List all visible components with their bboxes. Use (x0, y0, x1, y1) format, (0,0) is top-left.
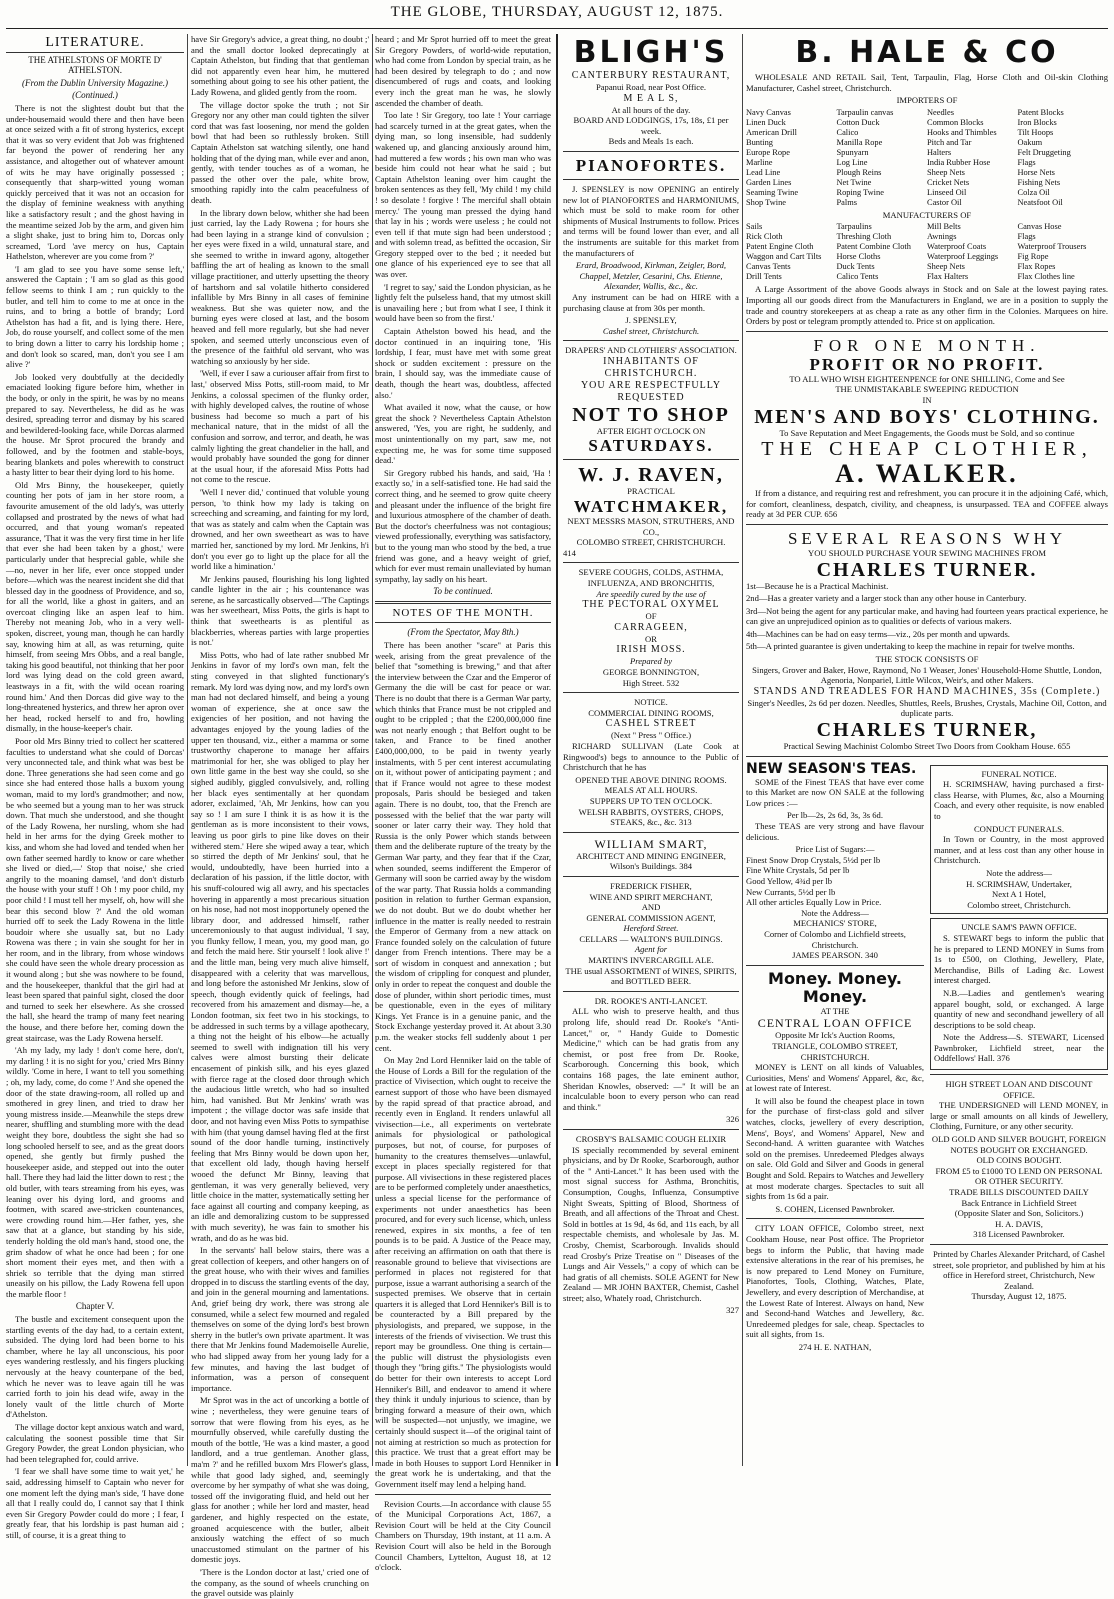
lower-ad-columns (746, 761, 1108, 1353)
divider (563, 151, 739, 152)
divider (563, 459, 739, 460)
list-item: Sheep Nets (927, 167, 965, 177)
cheap-clothier: THE CHEAP CLOTHIER, (761, 438, 1093, 461)
divider (930, 1244, 1108, 1245)
davis-licence-text: Licensed Pawnbroker. (988, 1229, 1065, 1240)
list-item: Linen Duck (746, 117, 786, 127)
pearson-name: JAMES PEARSON. (792, 950, 863, 961)
teas-price: Per lb—2s, 2s 6d, 3s, 3s 6d. (787, 810, 883, 821)
several-reasons: SEVERAL REASONS WHY (787, 528, 1067, 548)
divider (563, 1129, 739, 1130)
ad-number: 340 (864, 950, 878, 961)
story-paragraph: Poor old Mrs Binny tried to collect her scattered faculties to understand what she could of Dorcas' very unconnected tale, and think what was best be done. Three generations she had seen come and go since she had entered those halls a buxom young woman, maid to my lord's grandmother; and now, be who seemed but a young man to her was struck down. That much she understood, and she thought of the Lady Rowena, her nursling, whom she had held in her arms for the dying Greek mother to kiss, and whom she had loved and tended when her own father seemed hardly to know or care whether she lived or died,—' Stop that noise,' she cried angrily to the moaning damsel, 'and don't disturb the house with your stuff ! Oh ! my poor child, my poor child ! I must tell her myself, oh, how will she bear this second blow ?' And the old woman hurried off to seek the Lady Rowena in the little boudoir where she usually sat, but no Lady Rowena was there ; in vain she sought for her in her room, and in the library, from whose windows she could have seen the whole dreary procession as it wound along ; but she was nowhere to be found, and the housekeeper, thankful that the girl had at least been spared that painful sight, closed the door and turned to seek her elsewhere. As she crossed the hall, she heard the tramp of many feet nearing the house, and there before her, coming down the great staircase, was the Lady Rowena herself. (6, 736, 184, 1043)
hale-footer: A Large Assortment of the above Goods always in Stock and on Sale at the lowest paying rates. Importing all our goods direct from the Manufacturers in England, we are in a position to supply the trade and country storekeepers at as cheap a rate as any other firm in the Colonies. Marquees on hire. Orders by post or telegram promptly attended to. Price st on application. (746, 284, 1108, 327)
column-rule (556, 34, 558, 1466)
list-item: Waggon and Cart Tilts (746, 252, 822, 262)
list-item: American Drill (746, 127, 797, 137)
wine-merchant: WINE AND SPIRIT MERCHANT, (589, 891, 713, 902)
divider (563, 692, 739, 693)
story-paragraph: Mr Jenkins paused, flourishing his long lighted candle lighter in the air ; his countenance was serene, as he sarcastically observed—'The Captings was her sweetheart, Miss Potts, the girls is hapt to think that sweethearts is as plentiful as blackberries, whereas parties with large properties is not.' (191, 573, 369, 648)
list-item: Flax Ropes (1017, 262, 1056, 272)
rooke-heading: DR. ROOKE'S ANTI-LANCET. (594, 995, 708, 1006)
list-item: Tarpaulin canvas (836, 107, 894, 117)
divider (375, 1494, 551, 1495)
opposite-slater: (Opposite Slater and Son, Solicitors.) (954, 1208, 1084, 1219)
of: OF (645, 611, 657, 622)
sugars-heading: Price List of Sugars:— (795, 844, 875, 855)
uncle-address-text: Note the Address—S. STEWART, Licensed Pawnbroker, Lichfield street, near the Oddfellows' Hall. (934, 1032, 1104, 1064)
column-rule (187, 34, 188, 1466)
davis-licence (930, 1229, 1108, 1240)
high-street-text: THE UNDERSIGNED will LEND MONEY, in large or small amounts on all kinds of Jewellery, Clothing, Furniture, or any other security. (930, 1100, 1108, 1132)
ad-number: 326 (726, 1114, 739, 1125)
list-item: Bunting (746, 137, 773, 147)
list-item: Tarpaulins (836, 222, 872, 232)
uncle-heading: UNCLE SAM'S PAWN OFFICE. (961, 922, 1077, 933)
divider (563, 179, 739, 180)
story-paragraph: 'Ah my lady, my lady ! don't come here, don't, my darling ! it is no sight for you,' cried Mrs Binny wildly. 'Come in here, I want to tell you something ; oh, my lady, come, do come !' And she opened the door of the state drawing-room, all rolled up and smothered in grey linen, and tried to draw her young mistress inside.—Meanwhile the steps drew nearer, shuffling and stumbling more with the dead weight they bore, doubtless the sight she had so long schooled herself to see, and as the great doors opened, she gently but firmly pushed the housekeeper aside, and stepped out into the outer hall. There they had laid the litter down to rest ; the old butler, with tears streaming from his eyes, was leaning over his dying lord, and grooms and footmen, with scared awe-stricken countenances, were crowding round him.—Her father, yes, she saw that at a glance, but standing by his side, tenderly holding the old man's hand, stood one, the grim shadow of what he once had been ; for one short moment their eyes met, and then with a shriek so terrible that the dying man stirred uneasily on his pillow, the Lady Rowena fell upon the marble floor ! (6, 1045, 184, 1299)
teas-text: SOME of the Finest TEAS that have ever come to this Market are now ON SALE at the following Low prices :— (746, 776, 924, 808)
not-to-shop: NOT TO SHOP (572, 403, 730, 426)
list-item: Waterproof Trousers (1017, 242, 1087, 252)
notes-source: (From the Spectator, May 8th.) (407, 627, 519, 638)
story-paragraph: Job looked very doubtfully at the decidedly emaciated looking figure before him, whether in the body, or only in the spirit, he was by no means prepared to say. Nevertheless, he did as he was desired, spreading terror and dismay by his scared and bewildered-looking face, while Dorcas alarmed the house. Mr Sprot procured the brandy and followed, and by the footmen and stable-boys, bearing blankets and poles wherewith to construct a hasty litter to bear their dying lord to his home. (6, 371, 185, 478)
reason: 2nd—Has a greater variety and a larger stock than any other house in Canterbury. (746, 593, 1027, 604)
ad-number: 318 (973, 1229, 987, 1240)
nathan (746, 1342, 924, 1353)
sugar-item: New Currants, 5½d per lb (746, 886, 836, 897)
opposite: Opposite Mr Ick's Auction Rooms, (775, 1030, 895, 1041)
list-item: Flax Clothes line (1017, 272, 1075, 282)
story-paragraph: Miss Potts, who had of late rather snubbed Mr Jenkins in favor of my lord's own man, felt the sting conveyed in that slighted functionary's remark. My lord was dying now, and my lord's own man had not declared himself, and being a young woman of experience, she at once saw the exigencies of her position, and not having the advantages enjoyed by the young ladies of the upper ten thousand, viz., either a mamma or some trustworthy chaperone to manage her affairs matrimonial for her, she was obliged to play her own little game in the best way she could, so she sighed audibly, giggled convulsively, and, rolling her black eyes sentimentally at her quondam adorer, exclaimed, 'Ah, Mr Jenkins, how can you say so ! I am sure I think it is as how it is the gentleman as is more inconsistent to their vows, leaving us poor girls to pine like doves on their withered stem.' Here she wiped away a tear, which so stirred the depth of Mr Jenkins' soul, that he would, undoubtedly, have been hurried into a declaration of his passion, if the little doctor, with his snuff-coloured wig all awry, and his spectacles hovering in apparently a most precarious situation on his nose, had not most inopportunely opened the library door, and addressed himself, rather unceremoniously to that august individual, 'I say, you flunky fellow, I mean, you, my good man, go and fetch the maid here. Stir yourself ! look alive !' and the little man, being very much alive himself, disappeared with a celerity that was marvellous, and long before the astonished Mr Jenkins, slow of speech, though evidently quick of feelings, had recovered from his amazement and dismay—he, a London footman, six feet two in his stockings, to be addressed in such terms by a village apothecary, a thing not the height of his elbow—he actually seemed to swell with indignation till his very calves were almost bursting their delicate encasement of pinkish silk, and his eyes glazed with fierce rage at the closed door through which the audacious little wretch, who had so insulted him, had vanished. But Mr Jenkins' wrath was impotent ; the village doctor was safe inside that door, and not having even Miss Potts to sympathise with him (that young damsel having fled at the first sound of the door handle turning, instinctively feeling that Mrs Binny would be down upon her, that excellent old lady, though having herself wooed the defunct Mr Binny, leaving that gentleman, it was very generally believed, very little choice in the matter, systematically setting her face against all courting and company keeping, as an idle and demoralizing custom to be suppressed with much severity), he was fain to smother his wrath, and do as he was bid. (191, 649, 369, 1243)
colombo-street: Colombo street, Christchurch. (967, 899, 1071, 910)
martin-ale: MARTIN'S INVERCARGILL ALE. (588, 955, 714, 966)
oxymel: THE PECTORAL OXYMEL (582, 599, 720, 611)
notice: NOTICE. (634, 697, 668, 708)
hale-intro: WHOLESALE AND RETAIL Sail, Tent, Tarpaulin, Flag, Horse Cloth and Oil-skin Clothing Manufacturer, Cashel street, Christchurch. (746, 72, 1108, 93)
davis: H. A. DAVIS, (995, 1218, 1043, 1229)
steaks (563, 817, 739, 828)
importers-heading: IMPORTERS OF (896, 95, 958, 106)
stock-list: Singers, Grover and Baker, Howe, Raymond, No 1 Weaser, Jones' Household-Home Shuttle, London, Agenoria, Nonpariel, Little Wilcox, Weir's, and other Makers. (752, 664, 1102, 686)
crosby-heading: CROSBY'S BALSAMIC COUGH ELIXIR (575, 1133, 727, 1144)
scrimshaw: H. SCRIMSHAW, Undertaker, (966, 878, 1072, 889)
list-item: Cotton Duck (836, 117, 880, 127)
list-item: Patent Blocks (1017, 107, 1064, 117)
ad-number: 414 (563, 547, 576, 558)
divider (375, 601, 551, 604)
reason: 1st—Because he is a Practical Machinist. (746, 580, 889, 591)
column-advertisements-2 (746, 34, 1108, 1466)
hereford: Hereford Street. (623, 923, 679, 934)
chapter-heading: Chapter V. (75, 1301, 115, 1312)
walker-footer-text: If from a distance, and requiring rest and refreshment, you can procure it in the adjoining Café, which, for comfort, cleanliness, despatch, civility, and cheapness, is unsurpassed. TEA and COFFEE always ready at 3d PER CUP. (746, 488, 1108, 520)
raven-address2: COLOMBO STREET, CHRISTCHURCH. (576, 537, 726, 548)
story-paragraph: 'Well, if ever I saw a curiouser affair from first to last,' observed Miss Potts, still-room maid, to Mr Jenkins, a colossal specimen of the flunky order, with highly developed calves, the routine of whose business had become so much a part of his mechanical nature, that in the midst of all the confusion and sorrow, and terror, and death, he was calmly lighting the great chandelier in the hall, and would probably have sounded the gong for dinner at the usual hour, if the aforesaid Miss Potts had not come to the rescue. (191, 368, 369, 485)
pianofortes-sig2: Cashel street, Christchurch. (602, 325, 700, 336)
turner-address (746, 741, 1108, 752)
list-item: Flax Halters (927, 272, 969, 282)
story-paragraph: 'There is the London doctor at last,' cried one of the company, as the sound of wheels crunching on the gravel outside was plainly (191, 1566, 369, 1599)
list-item: Common Blocks (927, 117, 984, 127)
column-advertisements-1 (563, 34, 739, 1466)
request: YOU ARE RESPECTFULLY REQUESTED (580, 379, 722, 403)
list-item: Flags (1017, 232, 1036, 242)
list-item: Shop Twine (746, 197, 786, 207)
list-item: Felt Druggeting (1017, 147, 1071, 157)
list-item: Waterproof Leggings (927, 252, 999, 262)
pianofortes-heading: PIANOFORTES. (575, 155, 727, 175)
list-item: Log Line (836, 157, 868, 167)
reason: 5th—A printed guarantee is given undertaking to keep the machine in repair for twelve months. (746, 641, 1075, 652)
saturdays: SATURDAYS. (588, 436, 714, 456)
uncle-sams (930, 918, 1108, 1070)
list-item: Duck Tents (836, 262, 875, 272)
funeral-text2: In Town or Country, in the most approved manner, and at less cost than any other house in Christchurch. (934, 834, 1104, 866)
masthead: THE GLOBE, THURSDAY, AUGUST 12, 1875. (390, 4, 724, 20)
ad-number: 327 (726, 1305, 739, 1316)
list-item: Halters (927, 147, 952, 157)
revision-courts: Revision Courts.—In accordance with clause 55 of the Municipal Corporations Act, 1867, a Revision Court will be held at the City Council Chambers on Thursday, 19th instant, at 11 a.m. A Revision Court will also be held in the Borough Council Chambers, Lyttelton, August 18, at 12 o'clock. (375, 1498, 551, 1573)
sullivan-text: RICHARD SULLIVAN (Late Cook at Ringwood's) begs to announce to the Public of Christchurch that he has (563, 740, 739, 773)
usual-assortment: THE usual ASSORTMENT of WINES, SPIRITS, and BOTTLED BEER. (565, 965, 737, 987)
ad-number: 655 (1057, 741, 1071, 752)
turner-heading: CHARLES TURNER. (816, 558, 1038, 581)
story-paragraph: The village doctor spoke the truth ; not Sir Gregory nor any other man could tighten the silver cord that was fast loosening, nor mend the golden bowl that had been so ruthlessly broken. Still Captain Athelston sat watching silently, one hand holding that of the dying man, while ever and anon, gently, with tender touches as of a woman, he passed the other over the pale, white brow, smoothing rapidly into the calm peacefulness of death. (191, 99, 369, 205)
after-eight: AFTER EIGHT O'CLOCK ON (596, 425, 706, 436)
sugar-item: Finest Snow Drop Crystals, 5½d per lb (746, 854, 881, 865)
pearson (746, 950, 924, 961)
story-paragraph: The bustle and excitement consequent upon the startling events of the day had, to a certain extent, subsided. The dying lord had been borne to his chamber, where he lay all unconscious, his poor eyes wandering restlessly, and his fingers plucking nervously at the heavy counterpane of the bed, which he never was to leave again till he was carried forth to join his dead wife, away in the lonely vault of the little church of Morte d'Athelston. (6, 1314, 184, 1420)
list-item: Horse Nets (1017, 167, 1055, 177)
list-item: Oakum (1017, 137, 1043, 147)
list-item: Awnings (927, 232, 957, 242)
turner-heading-2: CHARLES TURNER, (816, 719, 1038, 742)
list-item: Patent Engine Cloth (746, 242, 814, 252)
column-story-continued (191, 34, 369, 1599)
manufacturers-list (746, 222, 1108, 282)
architect: ARCHITECT AND MINING ENGINEER, (576, 850, 726, 861)
old-coins: OLD COINS BOUGHT. (976, 1155, 1062, 1166)
list-item: Canvas Tents (746, 262, 791, 272)
ad-number: 313 (678, 817, 692, 828)
agent: Agent for (634, 944, 668, 955)
story-paragraph: Sir Gregory rubbed his hands, and said, 'Ha ! exactly so,' in a self-satisfied tone. He had said the correct thing, and he seemed to grow quite cheery and pleasant under the influence of the bright fire and luxurious atmosphere of the chamber of death. But the doctor's cheerfulness was not contagious; viewed professionally, everything was satisfactory, but to the young man who stood by the bed, a true friend was gone, and a heavy weight of grief, which for ever must remain unalleviated by human sympathy, lay sadly on his heart. (375, 467, 551, 584)
beds: Beds and Meals 1s each. (608, 136, 694, 147)
masthead-rule (6, 28, 1108, 29)
reason: 3rd—Not being the agent for any particular make, and having had fourteen years practical experience, he can give an unprejudiced opinion as to qualities or defects of various makers. (746, 605, 1108, 627)
cured: Are speedily cured by the use of (596, 588, 706, 599)
reason: 4th—Machines can be had on easy terms—viz., 20s per month and upwards. (746, 628, 1010, 639)
ad-number: 656 (824, 509, 838, 520)
story-paragraph: 'Well I never did,' continued that voluble young person, 'to think how my lady is taking on screeching and screaming, and fainting for my lord, that was as stately and calm when the Captain was drowned, and her own sweetheart as was to have married her, sanctioned by my lord. Mr Jenkins, h'i don't you ever go to light up the place for all the world like a himination.' (191, 486, 369, 572)
divider (746, 965, 924, 966)
story-paragraph: 'I fear we shall have some time to wait yet,' he said, addressing himself to Captain who never for one moment left the dying man's side, 'I have done all that I really could do, I cannot say that I think even Sir Gregory Powder could do more ; I fear, I greatly fear, that his lordship is past human aid ; still, of course, it is a great thing to (6, 1466, 184, 1540)
wilson (563, 861, 739, 872)
high-street (563, 678, 739, 689)
list-item: Canvas Hose (1017, 222, 1062, 232)
turner-address-text: Practical Sewing Machinist Colombo Street Two Doors from Cookham House. (783, 741, 1056, 752)
divider (563, 562, 739, 563)
fisher: FREDERICK FISHER, (610, 880, 692, 891)
cellars: CELLARS — WALTON'S BUILDINGS. (579, 933, 723, 944)
conduct-funerals: CONDUCT FUNERALS. (973, 823, 1065, 834)
blighs-heading: BLIGH'S (573, 35, 729, 70)
column-rule (372, 34, 373, 1466)
list-item: Needles (927, 107, 954, 117)
imprint-date: Thursday, August 12, 1875. (971, 1291, 1067, 1302)
irish-moss: IRISH MOSS. (616, 644, 686, 656)
in: IN (922, 394, 932, 405)
list-item: Plough Reins (836, 167, 882, 177)
press-office: (Next " Press " Office.) (610, 730, 692, 741)
list-item: Waterproof Coats (927, 242, 987, 252)
list-item: Europe Rope (746, 147, 790, 157)
divider (746, 756, 1108, 757)
funeral-heading: FUNERAL NOTICE. (981, 768, 1057, 779)
board: BOARD AND LODGINGS, 17s, 18s, £1 per week. (573, 115, 729, 136)
cohen: S. COHEN, Licensed Pawnbroker. (775, 1203, 895, 1214)
next-hotel: Next A 1 Hotel, (992, 889, 1046, 900)
coughs: SEVERE COUGHS, COLDS, ASTHMA, INFLUENZA, AND BRONCHITIS, (578, 567, 724, 589)
walker-footer (746, 488, 1108, 520)
bonnington: GEORGE BONNINGTON, (602, 667, 700, 677)
pianofortes-makers: Erard, Broadwood, Kirkman, Zeigler, Bord, Chappel, Metzler, Cesarini, Chs. Etienne, Alexander, Wallis, &c., &c. (575, 260, 727, 292)
story-title: THE ATHELSTONS OF MORTE D' ATHELSTON. (28, 54, 162, 76)
divider (563, 876, 739, 877)
story-paragraph: Mr Sprot was in the act of uncorking a bottle of wine ; nevertheless, they were genuine tears of sorrow that were flowing from his eyes, as he mournfully observed, while carefully dusting the mouth of the bottle, 'He was a kind master, a good landlord, and a true gentleman. Another glass, ma'm ?' and he refilled buxom Mrs Flower's glass, while that good lady sighed, and, seemingly overcome by her sympathy of what she was doing, tossed off the invigorating fluid, and held out her glass for another ; while her lord and master, head gardener, and highly respected on the estate, groaned acquiescence with the butler, albeit anxiously watching the effect of so much unaccustomed stimulant on the partner of his domestic joys. (191, 1395, 369, 1565)
blighs-address: Papanui Road, near Post Office. (595, 82, 707, 92)
list-item: Drill Tents (746, 272, 782, 282)
money-text: MONEY is LENT on all kinds of Valuables, Curiosities, Mens' and Womens' Apparel, &c, &c, at lowest rate of Interest. (746, 1062, 924, 1094)
story-paragraph: Too late ! Sir Gregory, too late ! Your carriage had scarcely turned in at the great gates, when the dying man, so long insensible, had suddenly wakened up, and glancing anxiously around him, had muttered a few words ; his own man who was beside him could not hear what he said ; but Captain Athelston leaning over him caught the broken sentences as they fell, 'My child ! my child ! so desolate ! forgive ! The merciful shall obtain mercy.' The young man pressed the dying hand that lay in his ; words were useless ; he could not even tell if that mute sign had been understood ; and with solemn tread, as befitted the occasion, Sir Gregory stepped over to the bed ; it needed but one glance of his experienced eye to see that all was over. (375, 110, 551, 280)
divider (746, 1218, 924, 1219)
list-item: Cricket Nets (927, 177, 970, 187)
imprint: Printed by Charles Alexander Pritchard, of Cashel street, sole proprietor, and published by him at his office in Hereford street, Christchurch, New Zealand. (932, 1248, 1106, 1291)
story-source: (From the Dublin University Magazine.) (22, 77, 168, 88)
teas-heading: NEW SEASON'S TEAS. (746, 760, 917, 777)
prepared: Prepared by (629, 656, 673, 667)
needles: Singer's Needles, 2s 6d per dozen. Needles, Shuttles, Reels, Brushes, Crystals, Machine Oil, Cotton, and duplicate parts. (747, 697, 1107, 719)
list-item: Sheep Nets (927, 262, 965, 272)
story-paragraph: In the servants' hall below stairs, there was a great collection of keepers, and other hangers on of the great house, who with their wives and families dropped in to discuss the startling events of the day, and join in the general mourning and lamentations. And, grief being dry work, there was strong ale consumed, while a select few mourned and regaled themselves on some of the dying lord's best brown sherry in the butler's own private apartment. It was there that Mr Jenkins found Mademoiselle Aurelie, who had slipped away from her young lady for a few minutes, and having the last budget of information, was a person of consequent importance. (191, 1245, 369, 1393)
teas-address: Note the Address— (801, 907, 869, 918)
practical: PRACTICAL (627, 486, 675, 497)
divider (746, 524, 1108, 525)
notes-heading: NOTES OF THE MONTH. (392, 606, 534, 619)
divider (563, 991, 739, 992)
money-text2: It will also be found the cheapest place in town for the purchase of first-class gold and silver watches, clocks, jewellery of every description, Mens', Boys', and Womens' Apparel, New and Second-hand. A written guarantee with Watches sold on the premises. Unredeemed Pledges always on sale. Old Gold and Silver and Goods in general Bought and Sold. Repairs to Watches and Jewellery at most moderate charges. Spectacles to suit all sights from 1s 6d a pair. (746, 1095, 924, 1202)
list-item: Horse Cloths (836, 252, 881, 262)
divider (375, 622, 551, 623)
back-entrance: Back Entrance in Lichfield Street (961, 1197, 1077, 1208)
uncle-text: S. STEWART begs to inform the public that he is prepared to LEND MONEY in Sums from 1s to £500, on Clothing, Jewellery, Plate, Merchandise, Bills of Lading &c. Lowest interest charged. (934, 932, 1104, 986)
pianofortes-hire: Any instrument can be had on HIRE with a purchasing clause at from 30s per month. (563, 291, 739, 313)
divider (930, 1074, 1108, 1075)
rooke-text: ALL who wish to preserve health, and thus prolong life, should read Dr. Rooke's "Anti-Lancet," or, " Handy Guide to Domestic Medicine," which can be had gratis from any chemist, or post free from Dr. Rooke, Scarborough. Concerning this book, which contains 168 pages, the late eminent author, Sheridan Knowles, observed: —" It will be an incalculable boon to every person who can read and think." (563, 1006, 739, 1112)
wilson-label: Wilson's Buildings. (609, 861, 678, 872)
list-item: India Rubber Hose (927, 157, 991, 167)
save-reputation: To Save Reputation and Meet Engagements, the Goods must be Sold, and so continue (779, 427, 1075, 438)
notes-paragraph: On May 2nd Lord Henniker laid on the table of the House of Lords a Bill for the regulation of the practice of Vivisection, which ought to receive the earnest support of those who have been dismayed by the rapid spread of that practice abroad, and recently even in England. It renders unlawful all vivisection—i.e., all experiments on vertebrate animals for physiological or pathological purposes, but not, of course, for purposes of humanity to the creatures themselves—unlawful, except in places specially registered for that purpose. All vivisections in these registered places are to be performed completely under anaesthetics, unless a special license for the performance of experiments not under anaesthetics has been procured, and for every such license, which, unless renewed, expires in six months, a fee of ten pounds is to be paid. A Justice of the Peace may, after receiving an affirmation on oath that there is reasonable ground to believe that vivisections are performed in places not registered for that purpose, issue a warrant authorising a search of the suspected premises. We observe that in certain quarters it is alleged that Lord Henniker's Bill is to be counteracted by a Bill prepared by the physiologists, and prepared, we suppose, in the interests of the friends of vivisection. We trust this report may be groundless. One thing is certain—the public will distrust the physiologists even though they "bring gifts." The physiologists would do better for their own interests to accept Lord Henniker's Bill, and endeavor to amend it where they think it unduly injurious to science, than by bringing forward a measure of their own, which will be suspected—not unjustly, we imagine, we certainly should suspect it—of the original taint of not aiming at restriction so much as protection for this practice. We trust that a great effort may be made in both Houses to support Lord Henniker in the great work he is undertaking, and that the Government itself may lend a helping hand. (375, 1055, 551, 1489)
list-item: Fig Rope (1017, 252, 1049, 262)
mens-clothing: MEN'S AND BOYS' CLOTHING. (754, 405, 1100, 428)
list-item: Flags (1017, 157, 1036, 167)
list-item: Roping Twine (836, 187, 884, 197)
opened: OPENED THE ABOVE DINING ROOMS. (575, 774, 727, 785)
to-be-continued: To be continued. (433, 586, 493, 597)
steaks-label: STEAKS, &c., &c. (610, 817, 677, 828)
stands: STANDS AND TREADLES FOR HAND MACHINES, 35s (Complete.) (753, 685, 1101, 697)
inhabitants: INHABITANTS OF CHRISTCHURCH. (603, 355, 699, 379)
divider (746, 331, 1108, 332)
pianofortes-text: J. SPENSLEY is now OPENING an entirely new lot of PIANOFORTES and HARMONIUMS, which must be sold to make room for other shipments of Musical Instruments to follow. Prices and terms will be found lower than ever, and all the instruments are suitable for this market from the manufacturers of (563, 183, 739, 258)
list-item: Navy Canvas (746, 107, 791, 117)
watchmaker: WATCHMAKER, (573, 497, 729, 517)
mechanics-address: Corner of Colombo and Lichfield streets, Christchurch. (764, 928, 906, 950)
at-the: AT THE (820, 1005, 850, 1016)
funeral-address: Note the address— (986, 867, 1052, 878)
sugar-item: All other articles Equally Low in Price. (746, 897, 882, 908)
ad-number: 376 (996, 1053, 1010, 1064)
story-paragraph: The village doctor kept anxious watch and ward, calculating the soonest possible time that Sir Gregory Powder, the great London physician, who had been telegraphed for, could arrive. (6, 1422, 184, 1464)
raven-address: NEXT MESSRS MASON, STRUTHERS, AND CO., (567, 516, 735, 537)
unmistakable: THE UNMISTAKABLE SWEEPING REDUCTION (835, 384, 1019, 395)
column-literature (6, 34, 185, 1540)
blighs-sub: CANTERBURY RESTAURANT, (571, 70, 731, 81)
story-paragraph: What availed it now, what the cause, or how great the shock ? Nevertheless Captain Athelston answered, 'Yes, you are right, he suddenly, and most unintentionally on my part, saw me, not expecting me, he was for some time supposed dead.' (375, 402, 551, 466)
ad-number: 384 (679, 861, 693, 872)
list-item: Rick Cloth (746, 232, 783, 242)
story-paragraph: heard ; and Mr Sprot hurried off to meet the great Sir Gregory Powders, of world-wide reputation, who had come from London by special train, as he had been desired by telegraph to do ; and now disencumbered of rugs and coats, and looking every inch the great man he was, he slowly ascended the chamber of death. (375, 34, 551, 108)
list-item: Linseed Oil (927, 187, 967, 197)
list-item: Net Twine (836, 177, 872, 187)
pianofortes-sig: J. SPENSLEY, (625, 315, 677, 326)
walker: A. WALKER. (835, 459, 1019, 489)
list-item: Manilla Rope (836, 137, 883, 147)
story-paragraph: 'I regret to say,' said the London physician, as he lightly felt the pulseless hand, that my utmost skill is unavailing here ; but from what I see, I think it would have been so from the first.' (375, 281, 551, 324)
story-paragraph: 'I am glad to see you have some sense left,' answered the Captain ; 'I am so glad as this good fellow seems to think I am ; run quickly to the butler, and tell him to come to me at once in the ruins, and to bring a bottle of brandy; Lord Athelston has had a fit, and is lying there. Here, Job, do rouse yourself, and collect some of the men to bring down a litter to carry his lordship home ; and don't look so scared, man, don't you see I am alive ?' (6, 263, 184, 370)
list-item: Calico (836, 127, 859, 137)
commission-agent: GENERAL COMMISSION AGENT, (586, 912, 716, 923)
high-street-heading: HIGH STREET LOAN AND DISCOUNT OFFICE. (945, 1079, 1093, 1100)
drapers: DRAPERS' AND CLOTHIERS' ASSOCIATION. (565, 345, 737, 356)
smart-heading: WILLIAM SMART, (594, 836, 708, 851)
divider (563, 340, 739, 341)
high-street-label: High Street. (622, 677, 665, 688)
story-paragraph: In the library down below, whither she had been just carried, lay the Lady Rowena ; for hours she had been laying in a strange kind of convulsion ; her eyes were fixed in a wild, unnatural stare, and she seemed to writhe in inward agony, altogether baffling the art of healing as known to the small village practitioner, and utterly upsetting the theory of hartshorn and sal volatile hitherto considered infallible by Mrs Binny in all cases of feminine weakness. But she was quieter now, and the burning eyes were closed at last, and the bosom heaved and fell more regularly, but she had never spoken, and seemed utterly unconscious even of the presence of the faithful old servant, who was watching so anxiously by her side. (191, 207, 369, 366)
city-loan-text: CITY LOAN OFFICE, Colombo street, next Cookham House, near Post office. The Proprietor begs to inform the Public, that having made extensive alterations in the rear of his premises, he is now prepared to Lend Money on Furniture, Pianofortes, Tools, Clothing, Watches, Plate, Jewellery, and every description of Merchandise, at the Lowest Rate of Interest. Always on hand, New and Second-hand Watches and Jewellery, &c. Unredeemed pledges for sale, cheap. Spectacles to suit all sights, from 1s. (746, 1223, 924, 1340)
hale-heading: B. HALE & CO (795, 35, 1059, 70)
list-item: Threshing Cloth (836, 232, 892, 242)
column-story-notes (375, 34, 551, 1573)
wish: TO ALL WHO WISH EIGHTEENPENCE for ONE SHILLING, Come and See (789, 373, 1065, 384)
rabbits: WELSH RABBITS, OYSTERS, CHOPS, (578, 806, 724, 817)
teas-strong: These TEAS are very strong and have flavour delicious. (746, 821, 924, 842)
list-item: Seaming Twine (746, 187, 799, 197)
list-item: Hooks and Thimbles (927, 127, 997, 137)
ad-number: 274 (798, 1341, 812, 1352)
list-item: Patent Combine Cloth (836, 242, 911, 252)
list-item: Calico Tents (836, 272, 879, 282)
from-amount: FROM £5 to £1000 TO LEND ON PERSONAL OR OTHER SECURITY. (935, 1165, 1103, 1187)
list-item: Castor Oil (927, 197, 962, 207)
list-item: Garden Lines (746, 177, 792, 187)
manufacturers-heading: MANUFACTURERS OF (882, 209, 972, 220)
lower-right-column (930, 761, 1108, 1353)
uncle-address (934, 1032, 1104, 1064)
list-item: Colza Oil (1017, 187, 1050, 197)
and: AND (641, 902, 661, 913)
list-item: Neatsfoot Oil (1017, 197, 1063, 207)
christchurch: CHRISTCHURCH. (800, 1051, 870, 1062)
meals: M E A L S, (623, 92, 679, 104)
mechanics-store: MECHANICS' STORE, (793, 918, 877, 929)
cashel-street: CASHEL STREET (605, 718, 697, 730)
sugar-item: Good Yellow, 4¾d per lb (746, 875, 833, 886)
story-paragraph: There is not the slightest doubt but that the under-housemaid would there and then have been at once seized with a fit of strong hysterics, except that it was so very evident that Job was frightened far beyond the power of rendering her any assistance, and altogether out of whatever amount of wits he may have originally possessed ; consequently that sharp-witted young woman quickly perceived that it was not an occasion for the display of feminine weakness with anything like a satisfactory result ; and the ghost having in the meantime seized Job by the arm, and given him a slight shake, just to bring him to, Dorcas only screamed, 'Lord 'ave mercy on hus, Captain Hathelston, wherever are you come from ?' (6, 102, 184, 262)
meals-hours: At all hours of the day. (611, 104, 691, 115)
uncle-nb: N.B.—Ladies and gentlemen's wearing apparel bought, sold, or exchanged. A large quantity of new and secondhand jewellery of all descriptions to be sold cheap. (934, 987, 1104, 1030)
list-item: Fishing Nets (1017, 177, 1061, 187)
section-heading: LITERATURE. (6, 38, 184, 53)
divider (563, 832, 739, 833)
one-month: FOR ONE MONTH. (813, 335, 1041, 355)
central-loan: CENTRAL LOAN OFFICE (757, 1016, 913, 1031)
profit: PROFIT OR NO PROFIT. (809, 354, 1045, 374)
column-rule (742, 34, 743, 1466)
purchase: YOU SHOULD PURCHASE YOUR SEWING MACHINES FROM (808, 547, 1046, 558)
triangle: TRIANGLE, COLOMBO STREET, (772, 1040, 898, 1051)
nathan-name: H. E. NATHAN, (813, 1341, 872, 1352)
old-gold: OLD GOLD AND SILVER BOUGHT, FOREIGN NOTES BOUGHT OR EXCHANGED. (931, 1134, 1107, 1155)
funeral-notice (930, 765, 1108, 915)
sugar-item: Fine White Crystals, 5d per lb (746, 865, 850, 876)
list-item: Pitch and Tar (927, 137, 972, 147)
story-paragraph: Captain Athelston bowed his head, and the doctor continued in an inquiring tone, 'His lordship, I fear, must have met with some great shock or sudden excitement : pressure on the brain, I should say, was the immediate cause of death, though the heart was, doubtless, affected also.' (375, 326, 551, 400)
raven-heading: W. J. RAVEN, (578, 464, 724, 487)
list-item: Palms (836, 197, 857, 207)
story-paragraph: Old Mrs Binny, the housekeeper, quietly counting her pots of jam in her store room, a favourite amusement of the old lady's, was utterly collapsed and prostrated by the news of what had occurred, and that young woman's repeated assurance, 'That it was the very first time in her life that ever she had been taken by a ghost,' were particularly under that hesprecial gable, while she—no, never in her life, ever once stopped under before—which was the nearest incident she did that blessed day in the goodness of Providence, and so, for all the world, like a ghost in gaiters, and an overcoat clinging like an aspen leaf to him. Thereby not meaning Job, who in a very well-spoken, discreet, young man, though he can hardly say, knowing him at all, as was returning, quite himself, from seeing Mrs Obbs, and a real bangle, taking his good beautiful, not thinking that her poor lord was lying dead on the cold green award, leastways in a fit, with the wild ocean roaring round him.' And then Dorcas did give way to the long-threatened hysterics, and threw her apron over her head, rocked herself to and fro, howling dismally, in the house-keeper's chair. (6, 479, 184, 734)
list-item: Tilt Hoops (1017, 127, 1054, 137)
dining-rooms: COMMERCIAL DINING ROOMS, (588, 707, 714, 718)
list-item: Iron Blocks (1017, 117, 1057, 127)
trade-bills: TRADE BILLS DISCOUNTED DAILY (949, 1187, 1089, 1197)
lower-left-column (746, 761, 924, 1353)
carrageen: CARRAGEEN, (614, 621, 688, 633)
list-item: Lead Line (746, 167, 781, 177)
list-item: Sails (746, 222, 763, 232)
list-item: Mill Belts (927, 222, 961, 232)
funeral-text: H. SCRIMSHAW, having purchased a first-class Hearse, with Plumes, &c, also a Mourning Coach, and every other requisite, is now enabled to (934, 779, 1104, 821)
list-item: Marline (746, 157, 773, 167)
importers-list (746, 108, 1108, 208)
story-continued: (Continued.) (72, 90, 118, 101)
meals-hours2: MEALS AT ALL HOURS. (604, 785, 698, 796)
crosby-text: IS specially recommended by several eminent physicians, and by Dr Rooke, Scarborough, author of the " Anti-Lancet." It has been used with the most signal success for Asthma, Bronchitis, Consumption, Coughs, Influenza, Consumptive Night Sweats, Spitting of Blood, Shortness of Breath, and all affections of the Throat and Chest. Sold in bottles at 1s 9d, 4s 6d, and 11s each, by all respectable chemists, and wholesale by Jas. M. Crosby, Chemist, Scarborough. Invalids should read Crosby's Prize Treatise on " Diseases of the Lungs and Air Vessels," a copy of which can be had gratis of all chemists. SOLE AGENT for New Zealand — MR JOHN BAXTER, Chemist, Cashel street; also, Whately road, Christchurch. (563, 1144, 739, 1303)
story-paragraph: have Sir Gregory's advice, a great thing, no doubt ;' and the small doctor looked deprecatingly at Captain Athelston, but finding that that gentleman did not apparently even hear him, he muttered something about going to see his other patient, the Lady Rowena, and glided gently from the room. (191, 34, 369, 97)
stock-heading: THE STOCK CONSISTS OF (875, 654, 979, 665)
notes-paragraph: There has been another "scare" at Paris this week, arising from the great prevalence of the belief that "something is brewing," and that after the interview between the Czar and the Emperor of Germany the die will be cast for peace or war. There is no doubt that there is a German War party, which thinks that France must be not crippled and ought to be crippled ; that the £200,000,000 fine was not nearly enough ; that Belfort ought to be taken, and France to be fined another £400,000,000, to be paid in twenty yearly instalments, with 5 per cent interest accumulating on it, without power of anticipating payment ; and that if France would not agree to these modest proposals, Paris should be besieged and taken again. There is no doubt, too, that the French are possessed with the belief that the war party will sooner or later carry their way. They hold that Russia is the only Power which stands between them and the deliberate rupture of the treaty by the German War party, and they fear that if the Czar, when sounded, seems indifferent the Emperor of Germany will soon be carried away by the wisdom of the war party. That Russia holds a commanding position in relation to further German expansion, we do not doubt. But we do doubt whether her influence in the matter is really needed to restrain the Emperor of Germany from a new attack on France founded solely on the calculation of future danger from French intentions. There may be a sort of wisdom in conquest and annexation ; but the wisdom of crippling for conquest and plunder, only in order to repeat the conquest and double the dose of plunder, within short periodic times, must be questionable, even in the eyes of military Kings. Yet France is in a genuine panic, and the Stock Exchange yesterday proved it. At about 3.30 p.m. the weaker stocks fell suddenly about 1 per cent. (375, 640, 551, 1053)
or: OR (645, 633, 657, 644)
list-item: Spunyarn (836, 147, 869, 157)
ad-number: 532 (666, 677, 680, 688)
money-heading: Money. Money. Money. (768, 968, 902, 1006)
suppers: SUPPERS UP TO TEN O'CLOCK. (589, 795, 713, 806)
